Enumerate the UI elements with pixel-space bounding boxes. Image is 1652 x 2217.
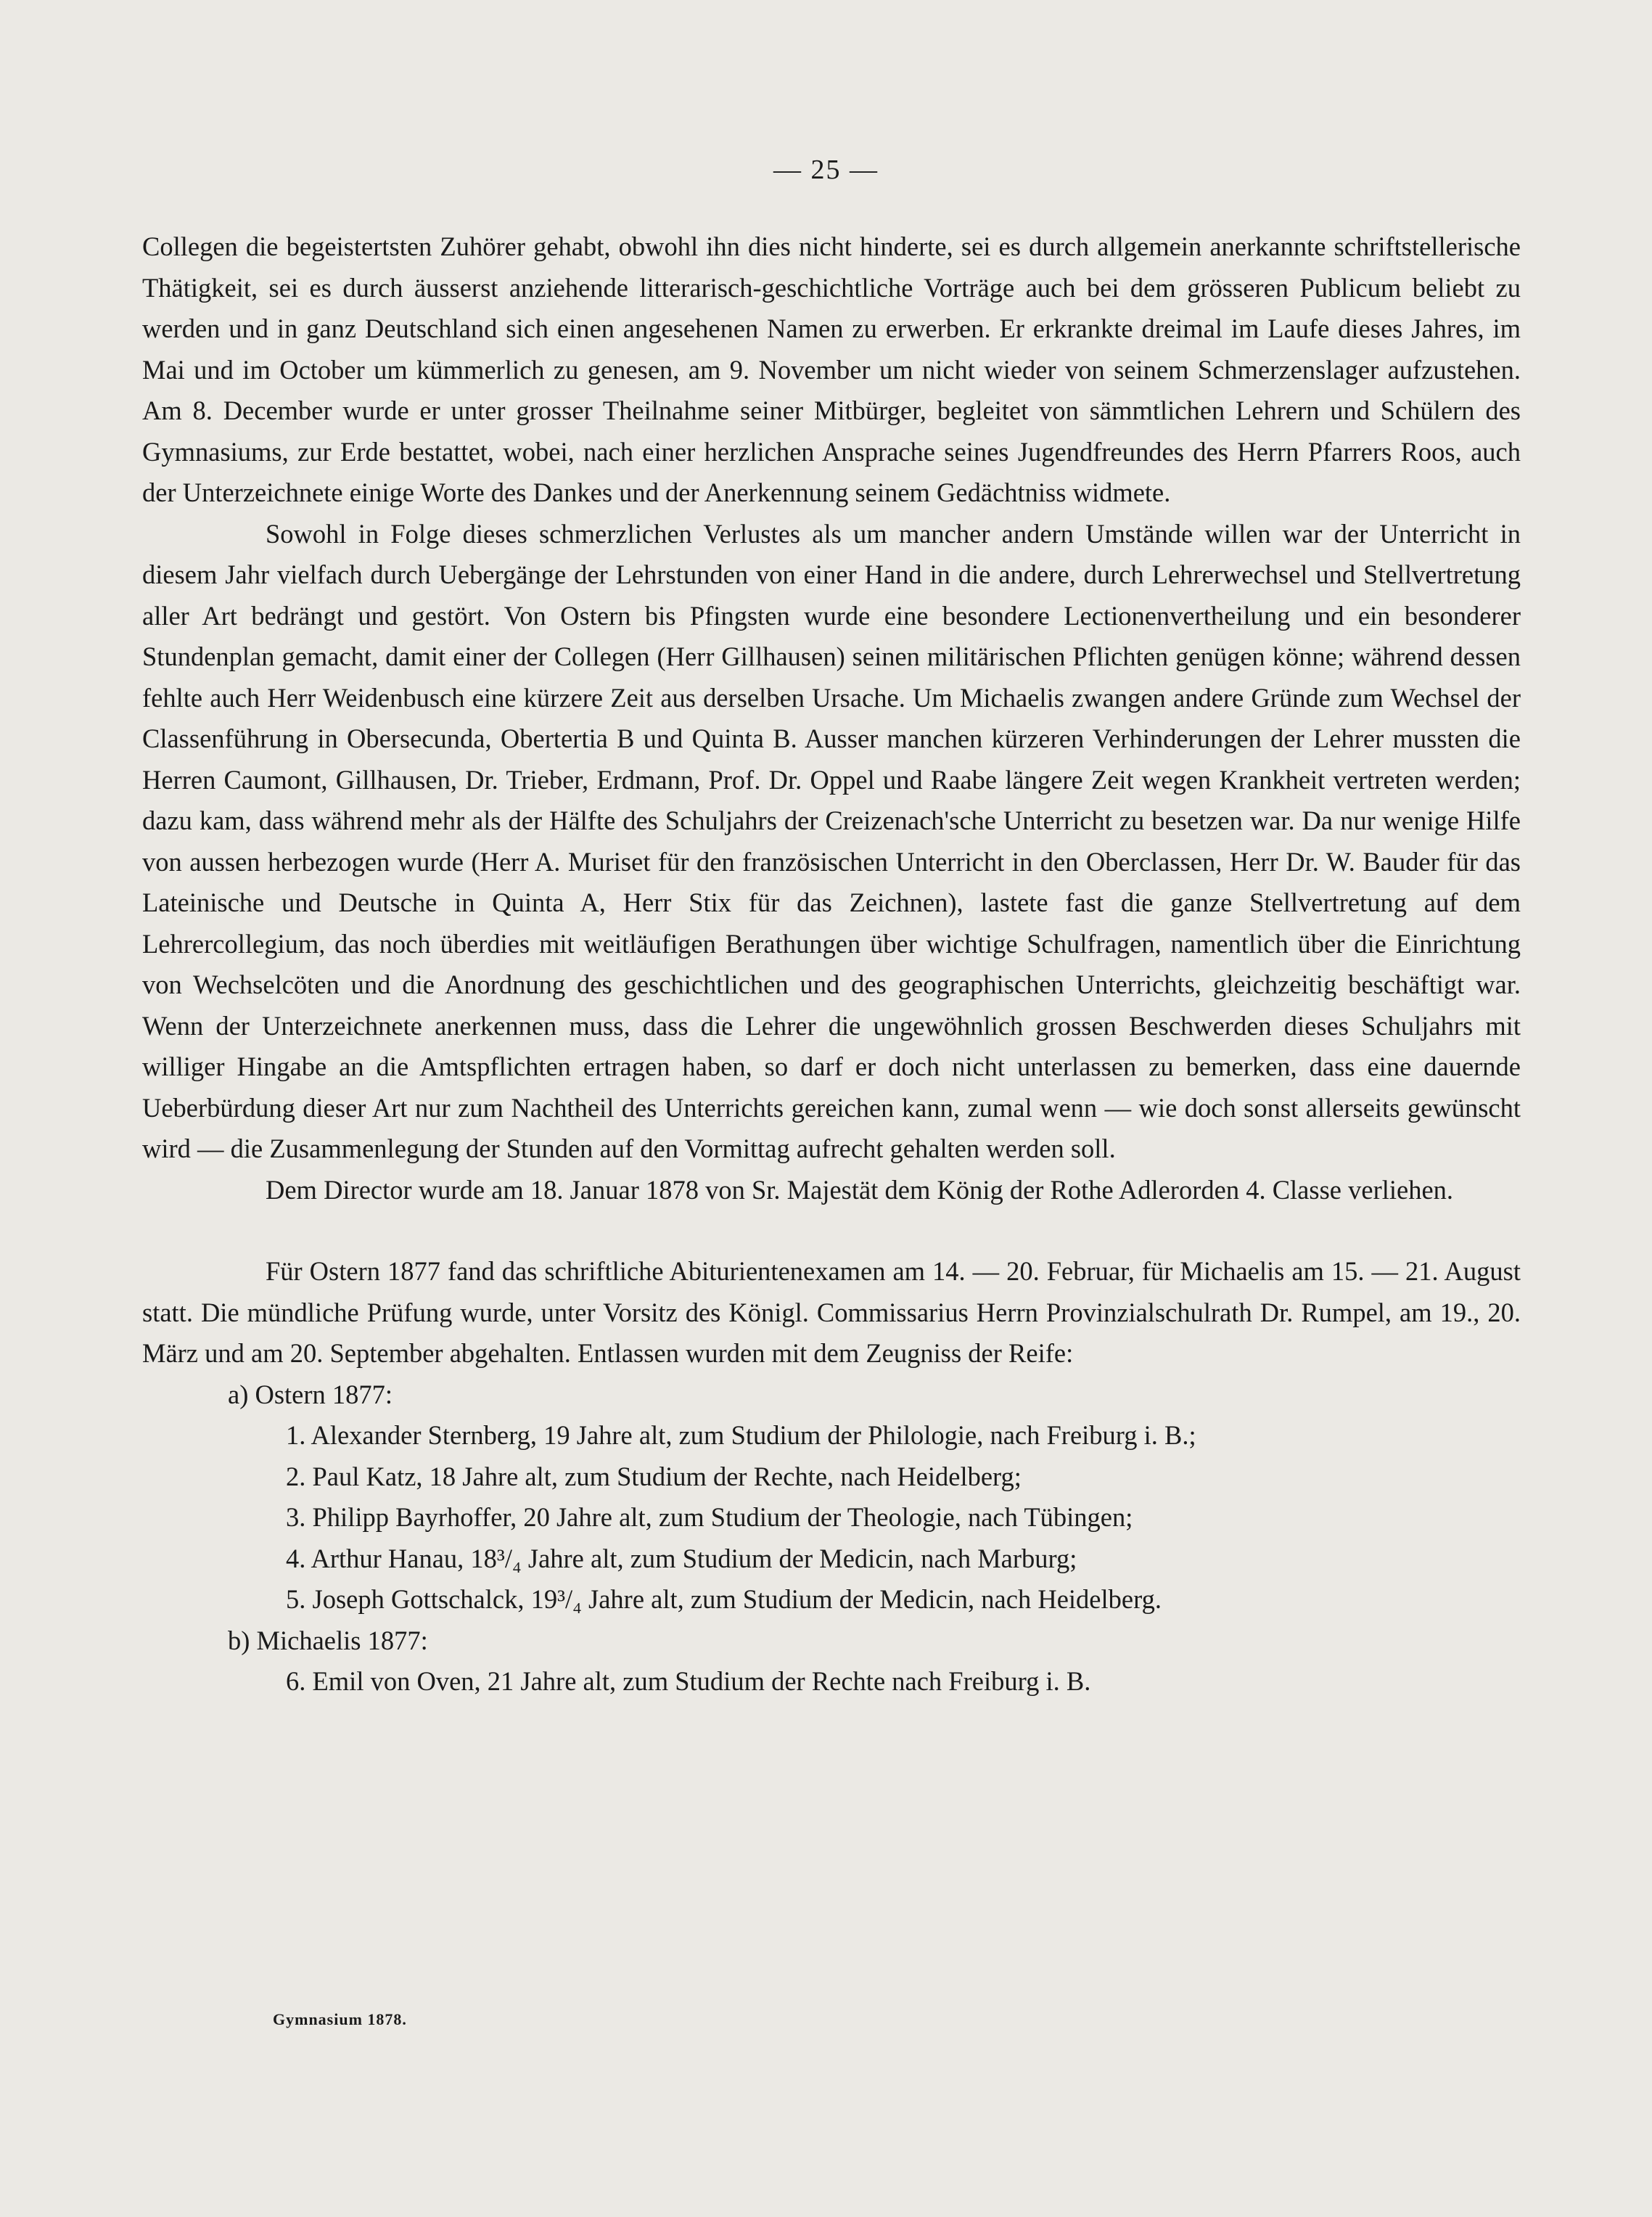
list-item: 1. Alexander Sternberg, 19 Jahre alt, zum Studium der Philologie, nach Freiburg i. B.;	[286, 1420, 1196, 1450]
page-body	[142, 226, 1521, 1702]
section-gap	[142, 1210, 1521, 1251]
list-item: 4. Arthur Hanau, 18³/₄ Jahre alt, zum Studium der Medicin, nach Marburg;	[286, 1543, 1077, 1573]
paragraph-teaching-disruptions: Sowohl in Folge dieses schmerzlichen Verlustes als um mancher andern Umstände willen war der Unterricht in diesem Jahr vielfach durch Uebergänge der Lehrstunden von einer Hand in die andere, durch Lehrerwechsel und Stellvertretung aller Art bedrängt und gestört. Von Ostern bis Pfingsten wurde eine besondere Lectionenvertheilung und ein besonderer Stundenplan gemacht, damit einer der Collegen (Herr Gillhausen) seinen militärischen Pflichten genügen könne; während dessen fehlte auch Herr Weidenbusch eine kürzere Zeit aus derselben Ursache. Um Michaelis zwangen andere Gründe zum Wechsel der Classenführung in Obersecunda, Obertertia B und Quinta B. Ausser manchen kürzeren Verhinderungen der Lehrer mussten die Herren Caumont, Gillhausen, Dr. Trieber, Erdmann, Prof. Dr. Oppel und Raabe längere Zeit wegen Krankheit vertreten werden; dazu kam, dass während mehr als der Hälfte des Schuljahrs der Creizenach'sche Unterricht zu besetzen war. Da nur wenige Hilfe von aussen herbezogen wurde (Herr A. Muriset für den französischen Unterricht in den Oberclassen, Herr Dr. W. Bauder für das Lateinische und Deutsche in Quinta A, Herr Stix für das Zeichnen), lastete fast die ganze Stellvertretung auf dem Lehrercollegium, das noch überdies mit weitläufigen Berathungen über wichtige Schulfragen, namentlich über die Einrichtung von Wechselcöten und die Anordnung des geschichtlichen und des geographischen Unterrichts, gleichzeitig beschäftigt war. Wenn der Unterzeichnete anerkennen muss, dass die Lehrer die ungewöhnlich grossen Beschwerden dieses Schuljahrs mit williger Hingabe an die Amtspflichten ertragen haben, so darf er doch nicht unterlassen zu bemerken, dass eine dauernde Ueberbürdung dieser Art nur zum Nachtheil des Unterrichts gereichen kann, zumal wenn — wie doch sonst allerseits gewünscht wird — die Zusammenlegung der Stunden auf den Vormittag aufrecht gehalten werden soll.	[142, 518, 1521, 1163]
paragraph-abitur-exam: Für Ostern 1877 fand das schriftliche Abiturientenexamen am 14. — 20. Februar, für Michaelis am 15. — 21. August statt. Die mündliche Prüfung wurde, unter Vorsitz des Königl. Commissarius Herrn Provinzialschulrath Dr. Rumpel, am 19., 20. März und am 20. September abgehalten. Entlassen wurden mit dem Zeugniss der Reife:	[142, 1256, 1521, 1368]
list-item: 2. Paul Katz, 18 Jahre alt, zum Studium der Rechte, nach Heidelberg;	[286, 1461, 1022, 1491]
paragraph-director-award: Dem Director wurde am 18. Januar 1878 von Sr. Majestät dem König der Rothe Adlerorden 4. Classe verliehen.	[266, 1174, 1454, 1205]
paragraph-colleague-obituary: Collegen die begeistertsten Zuhörer gehabt, obwohl ihn dies nicht hinderte, sei es durch allgemein anerkannte schriftstellerische Thätigkeit, sei es durch äusserst anziehende litterarisch-geschichtliche Vorträge auch bei dem grösseren Publicum beliebt zu werden und in ganz Deutschland sich einen angesehenen Namen zu erwerben. Er erkrankte dreimal im Laufe dieses Jahres, im Mai und im October um kümmerlich zu genesen, am 9. November um nicht wieder von seinem Schmerzenslager aufzustehen. Am 8. December wurde er unter grosser Theilnahme seiner Mitbürger, begleitet von sämmtlichen Lehrern und Schülern des Gymnasiums, zur Erde bestattet, wobei, nach einer herzlichen Ansprache seines Jugendfreundes des Herrn Pfarrers Roos, auch der Unterzeichnete einige Worte des Dankes und der Anerkennung seinem Gedächtniss widmete.	[142, 231, 1521, 507]
page-number: — 25 —	[773, 155, 879, 185]
list-item: 5. Joseph Gottschalck, 19³/₄ Jahre alt, zum Studium der Medicin, nach Heidelberg.	[286, 1584, 1162, 1614]
footer-signature: Gymnasium 1878.	[273, 2010, 407, 2028]
list-item: 3. Philipp Bayrhoffer, 20 Jahre alt, zum Studium der Theologie, nach Tübingen;	[286, 1502, 1133, 1532]
list-label-michaelmas: b) Michaelis 1877:	[228, 1625, 428, 1655]
list-label-easter: a) Ostern 1877:	[228, 1379, 393, 1409]
list-item: 6. Emil von Oven, 21 Jahre alt, zum Studium der Rechte nach Freiburg i. B.	[286, 1666, 1091, 1696]
